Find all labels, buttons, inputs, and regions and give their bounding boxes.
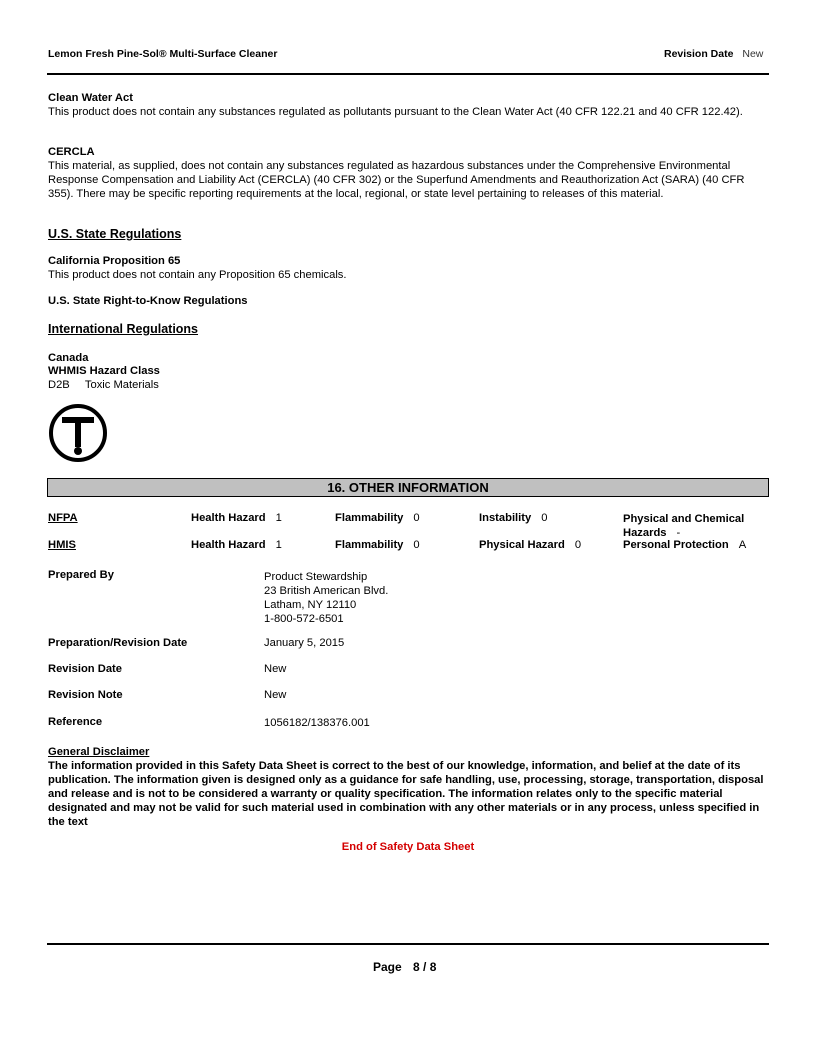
header-revision [664, 48, 763, 60]
prepared-by-label: Prepared By [48, 569, 114, 581]
hmis-health-label: Health Hazard [191, 539, 266, 551]
section-16-title: 16. OTHER INFORMATION [47, 478, 769, 497]
page-value: 8 / 8 [413, 960, 437, 974]
revision-date-value: New [264, 663, 287, 675]
disclaimer-title: General Disclaimer [48, 746, 150, 758]
footer-divider [47, 943, 769, 945]
hmis-phys-label: Physical Hazard [479, 539, 565, 551]
reference-value: 1056182/138376.001 [264, 717, 370, 729]
nfpa-physical [623, 512, 744, 540]
right-to-know-title: U.S. State Right-to-Know Regulations [48, 295, 248, 307]
nfpa-label: NFPA [48, 512, 78, 524]
prepared-by-line2: 23 British American Blvd. [264, 585, 389, 597]
header-revision-value: New [742, 48, 764, 60]
hmis-phys-value: 0 [574, 539, 582, 551]
hmis-pp-label: Personal Protection [623, 539, 729, 551]
hmis-flammability [335, 539, 420, 551]
nfpa-inst-value: 0 [541, 512, 548, 524]
hmis-health-value: 1 [275, 539, 282, 551]
end-of-sds: End of Safety Data Sheet [341, 841, 475, 853]
nfpa-health-value: 1 [275, 512, 282, 524]
nfpa-phys-label-2: Hazards [623, 527, 667, 539]
nfpa-phys-value: - [676, 527, 681, 539]
header-divider [47, 73, 769, 75]
nfpa-health-label: Health Hazard [191, 512, 266, 524]
nfpa-flam-value: 0 [413, 512, 420, 524]
prepared-by-line1: Product Stewardship [264, 571, 368, 583]
hmis-label: HMIS [48, 539, 76, 551]
cercla-title: CERCLA [48, 146, 95, 158]
whmis-class-code: D2B [48, 379, 70, 391]
reference-label: Reference [48, 716, 103, 728]
whmis-class-desc: Toxic Materials [84, 379, 159, 391]
nfpa-flammability [335, 512, 420, 524]
revision-note-value: New [264, 689, 287, 701]
prepared-by-line4: 1-800-572-6501 [264, 613, 344, 625]
nfpa-health [191, 512, 282, 524]
prepared-by-address [264, 570, 388, 626]
international-heading: International Regulations [48, 322, 199, 336]
us-state-heading: U.S. State Regulations [48, 227, 182, 241]
revision-note-label: Revision Note [48, 689, 123, 701]
header-revision-label: Revision Date [664, 48, 734, 60]
clean-water-act-text: This product does not contain any substances regulated as pollutants pursuant to the Clean Water Act (40 CFR 122.21 and 40 CFR 122.42). [48, 106, 743, 118]
canada-title: Canada [48, 352, 89, 364]
hmis-physical [479, 539, 581, 551]
prep-date-label: Preparation/Revision Date [48, 637, 188, 649]
page-number [373, 960, 436, 974]
prop65-text: This product does not contain any Proposition 65 chemicals. [48, 269, 347, 281]
hmis-flam-label: Flammability [335, 539, 404, 551]
product-name: Lemon Fresh Pine-Sol® Multi-Surface Cleaner [48, 48, 278, 60]
nfpa-inst-label: Instability [479, 512, 532, 524]
whmis-toxic-icon [48, 403, 108, 463]
hmis-flam-value: 0 [413, 539, 420, 551]
prop65-title: California Proposition 65 [48, 255, 181, 267]
cercla-text: This material, as supplied, does not contain any substances regulated as hazardous substances under the Comprehensive Environmental Response Compensation and Liability Act (CERCLA) (40 CFR 302) or the Superfund Amendments and Reauthorization Act (SARA) (40 CFR 355). There may be specific reporting requirements at the local, regional, or state level pertaining to releases of this material. [48, 160, 745, 200]
prepared-by-line3: Latham, NY 12110 [264, 599, 357, 611]
page-label: Page [373, 960, 402, 974]
whmis-title: WHMIS Hazard Class [48, 365, 160, 377]
hmis-health [191, 539, 282, 551]
whmis-class [48, 379, 159, 391]
prep-date-value: January 5, 2015 [264, 637, 345, 649]
nfpa-instability [479, 512, 547, 524]
nfpa-flam-label: Flammability [335, 512, 404, 524]
disclaimer-text: The information provided in this Safety Data Sheet is correct to the best of our knowledge, information, and belief at the date of its publication. The information given is designed only as a guidance for safe handling, use, processing, storage, transportation, disposal and release and is not to be considered a warranty or quality specification. The information relates only to the specific material designated and may not be valid for such material used in combination with any other materials or in any process, unless specified in the text [48, 760, 764, 828]
revision-date-label: Revision Date [48, 663, 122, 675]
clean-water-act-title: Clean Water Act [48, 92, 133, 104]
nfpa-phys-label-1: Physical and Chemical [623, 513, 745, 525]
hmis-pp-value: A [738, 539, 747, 551]
hmis-personal-protection [623, 539, 746, 551]
